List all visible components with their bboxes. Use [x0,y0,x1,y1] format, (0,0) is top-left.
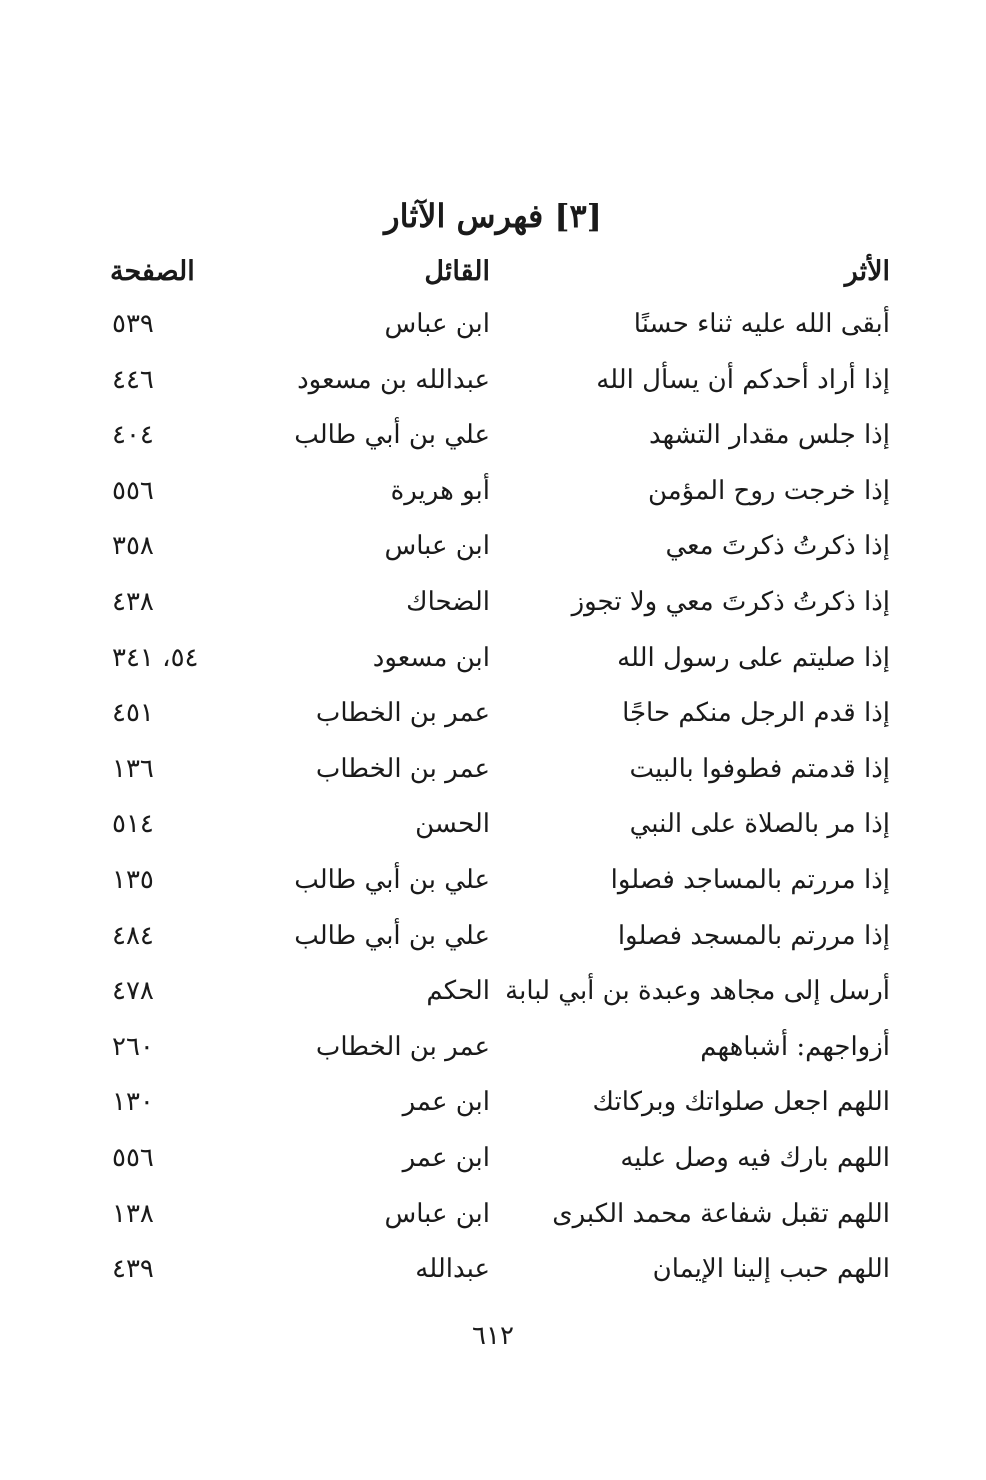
page-ref: ١٣٨ [112,1198,154,1229]
athar-text: إذا مررتم بالمساجد فصلوا [610,864,890,895]
table-row [100,524,890,580]
table-row [100,802,890,858]
table-row [100,469,890,525]
qail-name: ابن عباس [384,309,490,339]
qail-name: عمر بن الخطاب [315,753,490,784]
athar-index-table [100,250,890,1303]
page-ref: ٢٦٠ [112,1031,154,1062]
athar-text: أزواجهم: أشباههم [700,1031,890,1062]
table-header-row [100,250,890,302]
table-row [100,1136,890,1192]
athar-text: إذا صليتم على رسول الله [617,642,890,673]
page-ref: ٥٥٦ [112,475,154,506]
qail-name: ابن عمر [402,1142,490,1173]
qail-name: الضحاك [406,586,490,617]
athar-text: اللهم حبب إلينا الإيمان [652,1254,890,1285]
qail-name: ابن عباس [384,1198,490,1229]
page-ref: ٥١٤ [112,809,154,840]
qail-name: عمر بن الخطاب [315,1031,490,1062]
table-row [100,1080,890,1136]
page-number: ٦١٢ [472,1321,514,1351]
athar-text: إذا مر بالصلاة على النبي [629,809,890,840]
table-row [100,1025,890,1081]
athar-text: إذا أراد أحدكم أن يسأل الله [596,364,890,395]
qail-name: الحسن [415,809,490,840]
page-ref: ٤٤٦ [112,364,154,395]
qail-name: علي بن أبي طالب [294,420,490,451]
athar-text: اللهم اجعل صلواتك وبركاتك [592,1087,890,1118]
header-athar: الأثر [844,256,890,287]
page-ref: ٤٧٨ [112,976,154,1007]
athar-text: إذا ذكرتُ ذكرتَ معي ولا تجوز [571,586,890,617]
table-row [100,413,890,469]
athar-text: اللهم بارك فيه وصل عليه [620,1142,890,1173]
page-ref: ١٣٠ [112,1087,154,1118]
qail-name: عمر بن الخطاب [315,698,490,729]
table-row [100,914,890,970]
table-row [100,358,890,414]
table-row [100,302,890,358]
page-ref: ٤٣٨ [112,586,154,617]
athar-text: إذا قدم الرجل منكم حاجًا [622,698,890,729]
athar-text: إذا مررتم بالمسجد فصلوا [617,920,890,951]
athar-text: إذا ذكرتُ ذكرتَ معي [665,531,890,562]
qail-name: أبو هريرة [390,475,490,506]
table-row [100,1247,890,1303]
table-row [100,1192,890,1248]
table-row [100,580,890,636]
athar-text: إذا خرجت روح المؤمن [647,475,890,506]
athar-text: أرسل إلى مجاهد وعبدة بن أبي لبابة [505,976,890,1007]
page-ref: ٥٣٩ [112,309,154,339]
athar-text: إذا قدمتم فطوفوا بالبيت [629,753,890,784]
qail-name: علي بن أبي طالب [294,920,490,951]
page-ref: ٥٥٦ [112,1142,154,1173]
athar-text: إذا جلس مقدار التشهد [649,420,890,451]
header-qail: القائل [424,256,490,287]
page-ref: ٥٤، ٣٤١ [112,642,199,673]
page-ref: ٤٨٤ [112,920,154,951]
qail-name: ابن عمر [402,1087,490,1118]
table-row [100,969,890,1025]
qail-name: الحكم [426,976,490,1007]
page-ref: ١٣٦ [112,753,154,784]
page-ref: ٤٥١ [112,698,154,729]
page-ref: ٤٠٤ [112,420,154,451]
qail-name: ابن مسعود [372,642,490,673]
athar-text: أبقى الله عليه ثناء حسنًا [633,309,890,339]
page-ref: ٣٥٨ [112,531,154,562]
qail-name: عبدالله [415,1254,490,1285]
table-row [100,747,890,803]
qail-name: ابن عباس [384,531,490,562]
qail-name: علي بن أبي طالب [294,864,490,895]
page-ref: ١٣٥ [112,864,154,895]
athar-text: اللهم تقبل شفاعة محمد الكبرى [552,1198,890,1229]
header-page: الصفحة [110,256,195,287]
table-row [100,858,890,914]
qail-name: عبدالله بن مسعود [297,364,490,395]
index-title: [٣] فهرس الآثار [384,197,602,235]
page-ref: ٤٣٩ [112,1254,154,1285]
table-row [100,691,890,747]
table-row [100,636,890,692]
